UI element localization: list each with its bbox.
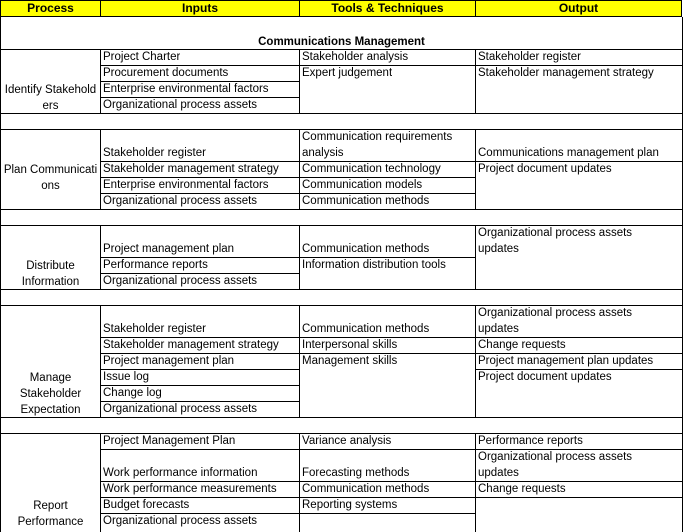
input-cell: Change log [103, 387, 162, 399]
cell-divider [100, 481, 300, 482]
table-border [0, 17, 1, 532]
column-divider [475, 129, 476, 210]
cell-divider [100, 193, 300, 194]
input-cell: Stakeholder register [103, 323, 206, 335]
tool-cell: Reporting systems [302, 499, 398, 511]
cell-divider [100, 449, 300, 450]
cell-divider [475, 497, 683, 498]
input-cell: Work performance measurements [103, 483, 277, 495]
row-divider [0, 49, 683, 50]
input-cell: Issue log [103, 371, 150, 383]
output-cell: Communications management plan [478, 147, 659, 159]
input-cell: Enterprise environmental factors [103, 83, 269, 95]
cell-divider [100, 177, 300, 178]
row-divider [0, 129, 683, 130]
output-cell: Stakeholder management strategy [478, 67, 654, 79]
header-inputs: Inputs [101, 0, 300, 17]
input-cell: Project Charter [103, 51, 181, 63]
tool-cell: Information distribution tools [302, 259, 446, 271]
input-cell: Budget forecasts [103, 499, 190, 511]
column-divider [475, 433, 476, 532]
output-cell: Change requests [478, 483, 566, 495]
cell-divider [475, 369, 683, 370]
output-cell: Organizational process assets updates [478, 307, 633, 335]
cell-divider [475, 337, 683, 338]
input-cell: Procurement documents [103, 67, 229, 79]
cell-divider [100, 81, 300, 82]
cell-divider [299, 161, 476, 162]
column-divider [299, 433, 300, 532]
cell-divider [475, 65, 683, 66]
cell-divider [475, 449, 683, 450]
cell-divider [475, 161, 683, 162]
row-divider [0, 305, 683, 306]
row-divider [0, 417, 683, 418]
process-plan-communications: Plan Communications [3, 164, 98, 192]
input-cell: Organizational process assets [103, 403, 258, 415]
output-cell: Organizational process assets updates [478, 451, 633, 479]
tool-cell: Expert judgement [302, 67, 393, 79]
cell-divider [100, 513, 300, 514]
column-divider [299, 129, 300, 210]
input-cell: Organizational process assets [103, 515, 258, 527]
row-divider [0, 225, 683, 226]
tool-cell: Management skills [302, 355, 398, 367]
cell-divider [100, 337, 300, 338]
row-divider [0, 433, 683, 434]
cell-divider [299, 65, 476, 66]
tool-cell: Communication technology [302, 163, 441, 175]
cell-divider [100, 97, 300, 98]
tool-cell: Communication models [302, 179, 423, 191]
tool-cell: Stakeholder analysis [302, 51, 409, 63]
column-divider [475, 49, 476, 114]
cell-divider [299, 257, 476, 258]
input-cell: Organizational process assets [103, 99, 258, 111]
input-cell: Enterprise environmental factors [103, 179, 269, 191]
output-cell: Performance reports [478, 435, 583, 447]
tool-cell: Communication methods [302, 195, 430, 207]
input-cell: Project Management Plan [103, 435, 236, 447]
output-cell: Organizational process assets updates [478, 227, 633, 255]
output-cell: Stakeholder register [478, 51, 581, 63]
output-cell: Project document updates [478, 163, 612, 175]
cell-divider [299, 481, 476, 482]
row-divider [0, 209, 683, 210]
tool-cell: Forecasting methods [302, 467, 410, 479]
header-output: Output [476, 0, 682, 17]
process-report-performance: Report Performance [17, 500, 84, 528]
output-cell: Project document updates [478, 371, 612, 383]
cell-divider [299, 449, 476, 450]
column-divider [100, 129, 101, 210]
cell-divider [299, 337, 476, 338]
section-title: Communications Management [258, 36, 425, 48]
input-cell: Stakeholder management strategy [103, 339, 279, 351]
process-manage-stakeholder-expectation: Manage Stakeholder Expectation [19, 372, 82, 416]
row-divider [0, 289, 683, 290]
input-cell: Work performance information [103, 467, 258, 479]
input-cell: Stakeholder management strategy [103, 163, 279, 175]
cell-divider [299, 497, 476, 498]
input-cell: Organizational process assets [103, 195, 258, 207]
process-identify-stakeholders: Identify Stakeholders [4, 84, 97, 112]
cell-divider [100, 65, 300, 66]
tool-cell: Communication methods [302, 323, 430, 335]
cell-divider [299, 353, 476, 354]
input-cell: Project management plan [103, 355, 235, 367]
cell-divider [100, 401, 300, 402]
cell-divider [100, 369, 300, 370]
cell-divider [100, 257, 300, 258]
input-cell: Stakeholder register [103, 147, 206, 159]
tool-cell: Communication methods [302, 243, 430, 255]
column-divider [100, 433, 101, 532]
row-divider [0, 113, 683, 114]
cell-divider [475, 353, 683, 354]
cell-divider [475, 481, 683, 482]
input-cell: Project management plan [103, 243, 235, 255]
tool-cell: Interpersonal skills [302, 339, 398, 351]
input-cell: Performance reports [103, 259, 208, 271]
output-cell: Change requests [478, 339, 566, 351]
tool-cell: Communication methods [302, 483, 430, 495]
cell-divider [299, 193, 476, 194]
process-distribute-information: Distribute Information [21, 260, 80, 288]
input-cell: Organizational process assets [103, 275, 258, 287]
header-tools: Tools & Techniques [300, 0, 476, 17]
header-process: Process [0, 0, 101, 17]
cell-divider [100, 353, 300, 354]
tool-cell: Communication requirements analysis [302, 131, 453, 159]
column-divider [475, 305, 476, 418]
cell-divider [100, 497, 300, 498]
cell-divider [299, 513, 476, 514]
tool-cell: Variance analysis [302, 435, 392, 447]
output-cell: Project management plan updates [478, 355, 654, 367]
cell-divider [299, 177, 476, 178]
cell-divider [100, 161, 300, 162]
cell-divider [100, 273, 300, 274]
cell-divider [100, 385, 300, 386]
